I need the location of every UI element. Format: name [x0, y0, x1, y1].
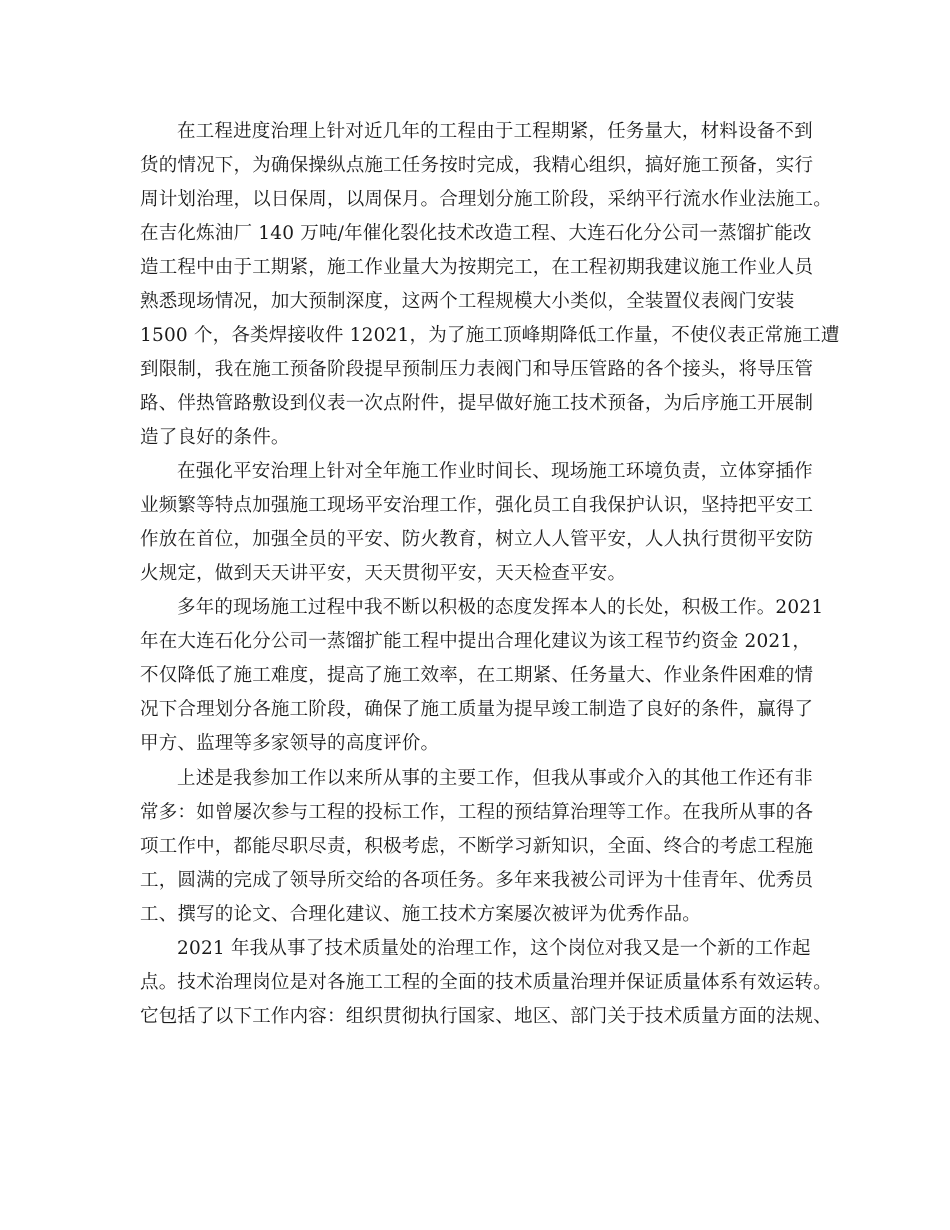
- text-line: 工，圆满的完成了领导所交给的各项任务。多年来我被公司评为十佳青年、优秀员: [140, 870, 814, 891]
- text-line: 业频繁等特点加强施工现场平安治理工作，强化员工自我保护认识，坚持把平安工: [140, 495, 814, 516]
- text-line: 2021 年我从事了技术质量处的治理工作，这个岗位对我又是一个新的工作起: [177, 938, 811, 959]
- text-line: 点。技术治理岗位是对各施工工程的全面的技术质量治理并保证质量体系有效运转。: [140, 972, 832, 993]
- text-line: 周计划治理，以日保周，以周保月。合理划分施工阶段，采纳平行流水作业法施工。: [140, 189, 832, 210]
- text-line: 多年的现场施工过程中我不断以积极的态度发挥本人的长处，积极工作。2021: [177, 597, 824, 618]
- text-line: 年在大连石化分公司一蒸馏扩能工程中提出合理化建议为该工程节约资金 2021，: [140, 631, 812, 652]
- text-line: 甲方、监理等多家领导的高度评价。: [140, 733, 440, 754]
- text-line: 不仅降低了施工难度，提高了施工效率，在工期紧、任务量大、作业条件困难的情: [140, 665, 814, 686]
- text-line: 造了良好的条件。: [140, 427, 290, 448]
- text-line: 工、撰写的论文、合理化建议、施工技术方案屡次被评为优秀作品。: [140, 904, 702, 925]
- text-line: 在吉化炼油厂 140 万吨/年催化裂化技术改造工程、大连石化分公司一蒸馏扩能改: [140, 223, 812, 244]
- text-line: 造工程中由于工期紧，施工作业量大为按期完工，在工程初期我建议施工作业人员: [140, 257, 814, 278]
- text-line: 项工作中，都能尽职尽责，积极考虑，不断学习新知识，全面、终合的考虑工程施: [140, 836, 814, 857]
- text-line: 到限制，我在施工预备阶段提早预制压力表阀门和导压管路的各个接头，将导压管: [140, 359, 814, 380]
- text-line: 货的情况下，为确保操纵点施工任务按时完成，我精心组织，搞好施工预备，实行: [140, 155, 814, 176]
- text-line: 在强化平安治理上针对全年施工作业时间长、现场施工环境负责，立体穿插作: [177, 461, 813, 482]
- text-line: 它包括了以下工作内容：组织贯彻执行国家、地区、部门关于技术质量方面的法规、: [140, 1006, 832, 1027]
- text-line: 上述是我参加工作以来所从事的主要工作，但我从事或介入的其他工作还有非: [177, 768, 813, 789]
- text-line: 在工程进度治理上针对近几年的工程由于工程期紧，任务量大，材料设备不到: [177, 121, 813, 142]
- text-line: 况下合理划分各施工阶段，确保了施工质量为提早竣工制造了良好的条件，赢得了: [140, 699, 814, 720]
- text-line: 常多：如曾屡次参与工程的投标工作，工程的预结算治理等工作。在我所从事的各: [140, 802, 814, 823]
- text-line: 路、伴热管路敷设到仪表一次点附件，提早做好施工技术预备，为后序施工开展制: [140, 393, 814, 414]
- text-line: 火规定，做到天天讲平安，天天贯彻平安，天天检查平安。: [140, 563, 627, 584]
- text-line: 1500 个，各类焊接收件 12021，为了施工顶峰期降低工作量，不使仪表正常施工遭: [140, 325, 840, 346]
- text-line: 作放在首位，加强全员的平安、防火教育，树立人人管平安，人人执行贯彻平安防: [140, 529, 814, 550]
- text-line: 熟悉现场情况，加大预制深度，这两个工程规模大小类似，全装置仪表阀门安装: [140, 291, 795, 312]
